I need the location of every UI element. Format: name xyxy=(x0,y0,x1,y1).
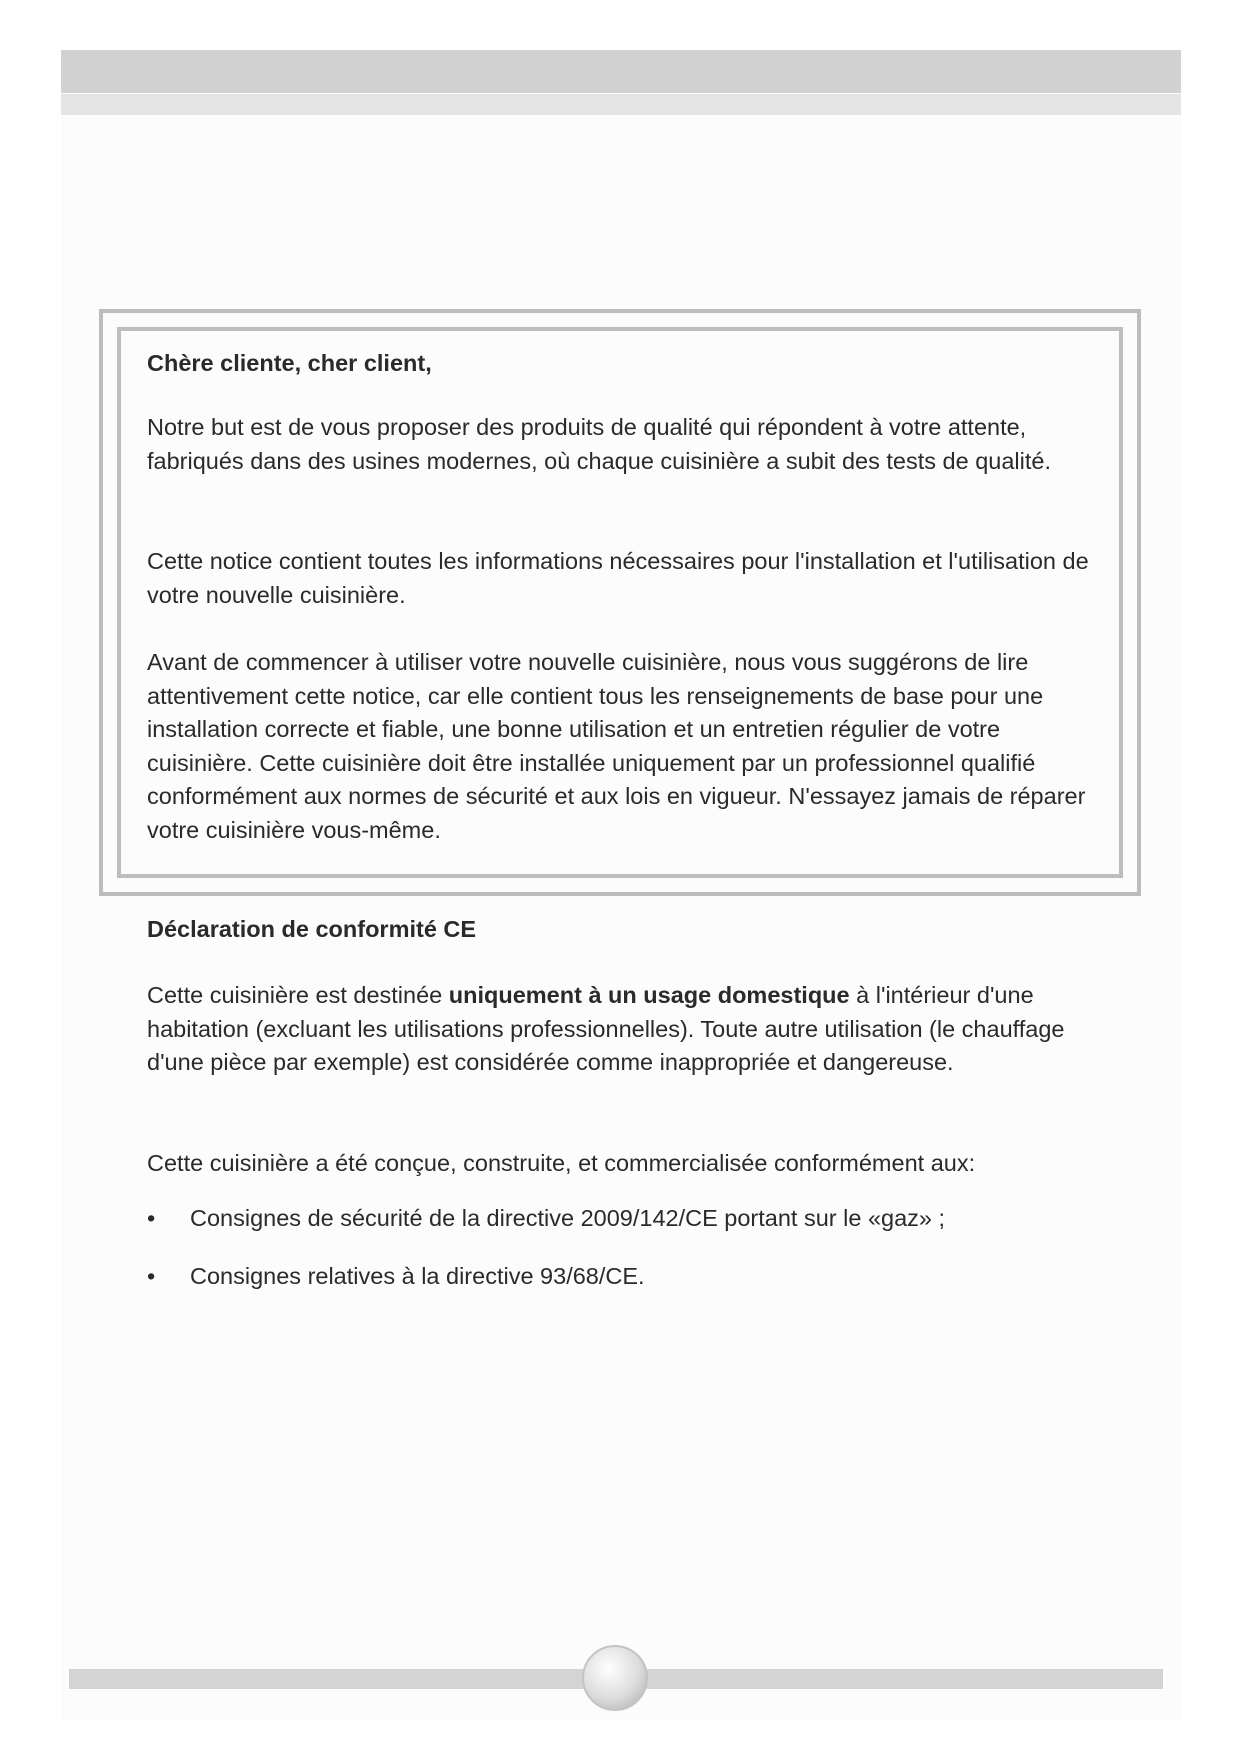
directives-list xyxy=(147,1202,1107,1293)
list-item-text: Consignes de sécurité de la directive 2009/142/CE portant sur le «gaz» ; xyxy=(190,1205,946,1231)
usage-text-before: Cette cuisinière est destinée xyxy=(147,982,449,1008)
usage-text-after: à l'intérieur d'une habitation (excluant les utilisations professionnelles). Toute autre utilisation (le chauffage d'une pièce par exemple) est considérée comme inappropriée et dangereuse. xyxy=(147,982,1065,1076)
conformity-intro: Cette cuisinière a été conçue, construite, et commercialisée conformément aux: xyxy=(147,1150,976,1176)
list-item-text: Consignes relatives à la directive 93/68/CE. xyxy=(190,1262,645,1289)
header-bar-shadow xyxy=(61,94,1181,115)
list-item xyxy=(147,1260,1107,1294)
letter-paragraph-2: Cette notice contient toutes les informations nécessaires pour l'installation et l'utilisation de votre nouvelle cuisinière. xyxy=(147,548,1089,608)
usage-paragraph xyxy=(147,979,1107,1080)
page-marker-circle-icon xyxy=(582,1645,648,1711)
declaration-title: Déclaration de conformité CE xyxy=(147,916,477,942)
bullet-icon: • xyxy=(147,1205,156,1231)
header-bar xyxy=(61,50,1181,93)
letter-greeting: Chère cliente, cher client, xyxy=(147,350,432,376)
letter-paragraph-3: Avant de commencer à utiliser votre nouvelle cuisinière, nous vous suggérons de lire attentivement cette notice, car elle contient tous les renseignements de base pour une installation correcte et fiable, une bonne utilisation et un entretien régulier de votre cuisinière. Cette cuisinière doit être installée uniquement par un professionnel qualifié conformément aux normes de sécurité et aux lois en vigueur. N'essayez jamais de réparer votre cuisinière vous-même. xyxy=(147,649,1086,843)
list-item xyxy=(147,1202,1107,1236)
usage-emphasis: uniquement à un usage domestique xyxy=(448,982,850,1008)
bullet-icon: • xyxy=(147,1262,156,1289)
letter-paragraph-1: Notre but est de vous proposer des produits de qualité qui répondent à votre attente, fabriqués dans des usines modernes, où chaque cuisinière a subit des tests de qualité. xyxy=(147,414,1052,474)
